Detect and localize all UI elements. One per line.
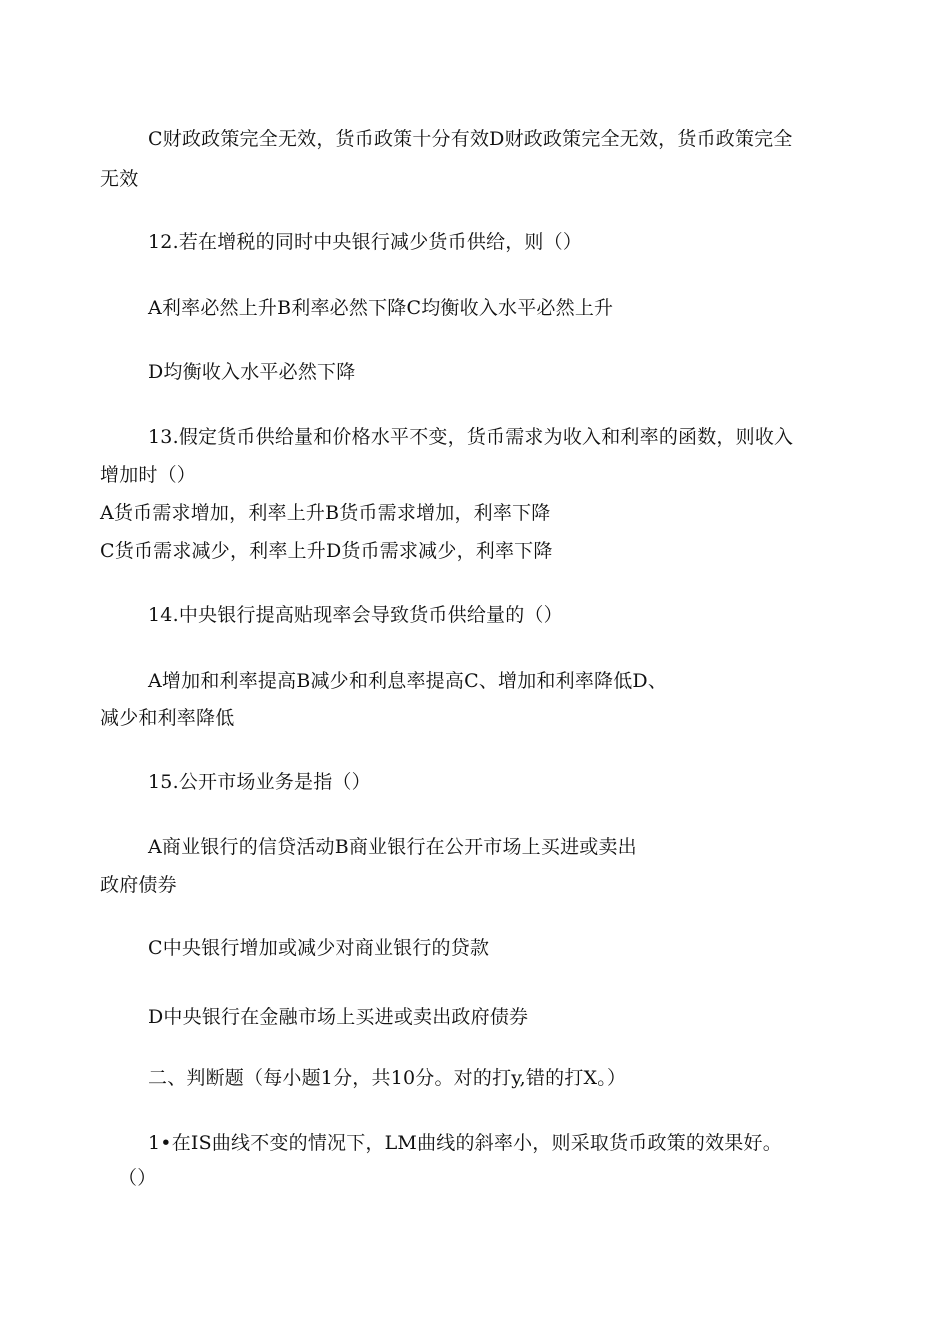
q14-options-line2: 减少和利率降低 <box>100 707 235 729</box>
question-14: 14.中央银行提高贴现率会导致货币供给量的（） <box>148 604 563 626</box>
q15-option-d: D中央银行在金融市场上买进或卖出政府债券 <box>148 1006 529 1028</box>
q15-options-ab-line2: 政府债券 <box>100 874 177 896</box>
q11-options-cd-line2: 无效 <box>100 168 139 190</box>
q13-options-cd: C货币需求减少，利率上升D货币需求减少，利率下降 <box>100 540 553 562</box>
section-heading-true-false: 二、判断题（每小题1分，共10分。对的打y,错的打X。） <box>148 1067 627 1089</box>
q12-option-d: D均衡收入水平必然下降 <box>148 361 356 383</box>
q14-options-line1: A增加和利率提高B减少和利息率提高C、增加和利率降低D、 <box>148 670 668 692</box>
q11-options-cd-line1: C财政政策完全无效，货币政策十分有效D财政政策完全无效，货币政策完全 <box>148 128 793 150</box>
question-13-line2: 增加时（） <box>100 464 197 486</box>
question-13-line1: 13.假定货币供给量和价格水平不变，货币需求为收入和利率的函数，则收入 <box>148 426 794 448</box>
q12-options-abc: A利率必然上升B利率必然下降C均衡收入水平必然上升 <box>148 297 614 319</box>
q15-options-ab-line1: A商业银行的信贷活动B商业银行在公开市场上买进或卖出 <box>148 836 637 858</box>
question-15: 15.公开市场业务是指（） <box>148 771 371 793</box>
q13-options-ab: A货币需求增加，利率上升B货币需求增加，利率下降 <box>100 502 551 524</box>
tf-question-1-answer-blank: （） <box>118 1167 157 1189</box>
question-12: 12.若在增税的同时中央银行减少货币供给，则（） <box>148 231 583 253</box>
q15-option-c: C中央银行增加或减少对商业银行的贷款 <box>148 937 490 959</box>
tf-question-1-line1: 1•在IS曲线不变的情况下，LM曲线的斜率小，则采取货币政策的效果好。 <box>148 1132 782 1154</box>
